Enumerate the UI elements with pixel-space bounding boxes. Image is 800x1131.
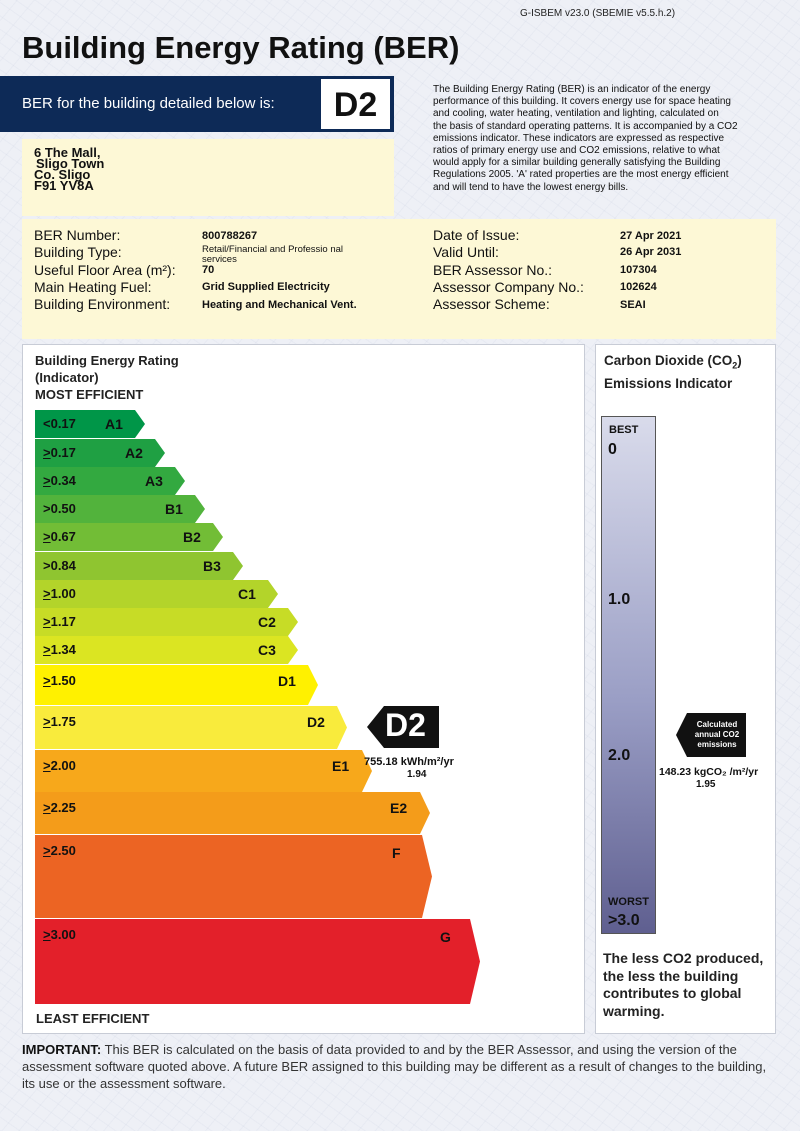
ber-band-threshold: >0.84 [43, 558, 76, 573]
ber-rating-box: D2 [320, 78, 391, 130]
ber-band-threshold: <0.17 [43, 416, 76, 431]
ber-band-threshold: >1.17 [43, 614, 76, 629]
co2-tick: 2.0 [608, 747, 631, 764]
description-line: ratios of primary energy use and CO2 emissions, relative to what [433, 145, 720, 157]
co2-title-text: Carbon Dioxide (CO [604, 353, 733, 368]
detail-value-floor-area: 70 [202, 264, 215, 276]
ber-band-threshold: >1.34 [43, 642, 76, 657]
co2-tick: >3.0 [608, 912, 640, 929]
ber-scale-title [35, 352, 179, 403]
ber-band-arrow [35, 835, 432, 918]
detail-label-company-no: Assessor Company No.: [433, 279, 584, 295]
detail-value-scheme: SEAI [620, 299, 646, 311]
ber-band-shape [35, 706, 347, 749]
ber-band-e1 [35, 750, 372, 792]
ber-band-threshold: >2.00 [43, 758, 76, 773]
co2-title-paren: ) [737, 353, 742, 368]
ber-band-threshold: >2.25 [43, 800, 76, 815]
co2-worst-label: WORST [608, 896, 649, 908]
ber-band-threshold: >1.75 [43, 714, 76, 729]
ber-band-label: F [392, 845, 401, 861]
ber-band-arrow [35, 750, 372, 792]
ber-band-threshold: >0.17 [43, 445, 76, 460]
ber-band-label: A2 [125, 445, 143, 461]
detail-value-valid-until: 26 Apr 2031 [620, 246, 682, 258]
detail-value-date-issue: 27 Apr 2021 [620, 230, 682, 242]
detail-value-assessor-no: 107304 [620, 264, 657, 276]
important-lead: IMPORTANT: [22, 1042, 102, 1057]
ber-band-threshold: >1.00 [43, 586, 76, 601]
ber-band-threshold: >0.34 [43, 473, 76, 488]
ber-band-a1 [35, 410, 145, 438]
address-line: Co. Sligo [34, 167, 91, 182]
co2-note-line: The less CO2 produced, [603, 950, 764, 966]
ber-band-threshold: >2.50 [43, 843, 76, 858]
ber-band-e2 [35, 792, 430, 834]
co2-title-sub: 2 [732, 360, 738, 371]
co2-tick: 0 [608, 441, 617, 458]
co2-callout-text [688, 720, 746, 750]
co2-title [604, 352, 742, 392]
description-line: Regulations 2005. 'A' rated properties are the most energy efficient [433, 169, 729, 181]
detail-label-heating-fuel: Main Heating Fuel: [34, 279, 152, 295]
co2-title-line2: Emissions Indicator [604, 375, 733, 391]
description-line: the basis of standard operating patterns. It is accompanied by a CO2 [433, 120, 738, 132]
co2-note-line: warming. [603, 1002, 665, 1019]
ber-band-c3 [35, 636, 298, 664]
co2-tick: 1.0 [608, 591, 631, 608]
ber-band-label: E1 [332, 758, 350, 774]
detail-label-environment: Building Environment: [34, 296, 171, 312]
description-line: and cooling, water heating, ventilation and lighting, calculated on [433, 108, 719, 120]
detail-label-ber-number: BER Number: [34, 227, 121, 243]
ber-scale-title-line: Building Energy Rating [35, 353, 179, 368]
co2-note [603, 950, 763, 1020]
co2-scale-bar [601, 416, 656, 934]
building-address [22, 139, 394, 216]
ber-band-b2 [35, 523, 223, 551]
ber-band-label: B1 [165, 501, 183, 517]
ber-band-arrow [35, 792, 430, 834]
description-line: would apply for a similar building generally satisfying the Building [433, 157, 721, 169]
ber-band-label: B3 [203, 558, 221, 574]
ber-indicator-value: 755.18 kWh/m²/yr [364, 756, 454, 768]
ber-band-arrow [35, 919, 480, 1004]
ber-band-c1 [35, 580, 278, 608]
detail-value-environment: Heating and Mechanical Vent. [202, 299, 357, 311]
important-text: This BER is calculated on the basis of data provided to and by the BER Assessor, and using the version of the assessment software quoted above. A future BER assigned to this building may be different as a result of changes to the building, its use or the assessment software. [22, 1042, 767, 1091]
ber-band-threshold: >3.00 [43, 927, 76, 942]
ber-scale-title-line: (Indicator) [35, 370, 99, 385]
ber-band-d2 [35, 706, 347, 749]
ber-band-shape [35, 750, 372, 792]
ber-band-d1 [35, 665, 318, 705]
description-line: The Building Energy Rating (BER) is an indicator of the energy [433, 84, 711, 95]
co2-callout-line: Calculated [696, 720, 738, 729]
co2-note-line: the less the building [603, 967, 739, 984]
detail-label-date-issue: Date of Issue: [433, 227, 520, 243]
ber-indicator-ratio: 1.94 [407, 769, 427, 780]
ber-band-threshold: >0.50 [43, 501, 76, 516]
address-line: Sligo Town [36, 156, 105, 171]
ber-band-label: G [440, 929, 451, 945]
ber-band-label: C1 [238, 586, 256, 602]
building-details [22, 219, 776, 339]
detail-label-building-type: Building Type: [34, 244, 122, 260]
ber-band-label: C3 [258, 642, 276, 658]
ber-band-c2 [35, 608, 298, 636]
ber-band-threshold: >1.50 [43, 673, 76, 688]
ber-band-a2 [35, 439, 165, 467]
co2-callout-line: annual CO2 [694, 730, 740, 739]
ber-band-shape [35, 919, 480, 1004]
detail-value-company-no: 102624 [620, 281, 657, 293]
description-line: emissions indicator. These indicators are expressed as respective [433, 132, 725, 144]
detail-value-building-type: Retail/Financial and Professio nal services [202, 244, 343, 265]
software-version: G-ISBEM v23.0 (SBEMIE v5.5.h.2) [520, 8, 676, 19]
most-efficient-label: MOST EFFICIENT [35, 387, 144, 402]
detail-label-scheme: Assessor Scheme: [433, 296, 550, 312]
least-efficient-label: LEAST EFFICIENT [36, 1011, 150, 1026]
ber-band-threshold: >0.67 [43, 529, 76, 544]
co2-value: 148.23 kgCO₂ /m²/yr [659, 766, 759, 778]
important-notice [22, 1041, 782, 1092]
address-line: 6 The Mall, [34, 145, 101, 160]
detail-label-assessor-no: BER Assessor No.: [433, 262, 553, 278]
detail-value-heating-fuel: Grid Supplied Electricity [202, 281, 330, 293]
ber-band-b1 [35, 495, 205, 523]
ber-band-label: D2 [307, 714, 325, 730]
co2-ratio: 1.95 [696, 779, 716, 790]
ber-description [433, 84, 778, 194]
ber-band-arrow [35, 665, 318, 705]
description-line: performance of this building. It covers energy use for space heating [433, 96, 731, 108]
detail-value-ber-number: 800788267 [202, 230, 258, 242]
ber-band-shape [35, 792, 430, 834]
ber-band-g [35, 919, 480, 1004]
ber-band-label: D1 [278, 673, 296, 689]
ber-band-f [35, 835, 432, 918]
co2-callout-line: emissions [697, 740, 737, 749]
page-title: Building Energy Rating (BER) [22, 30, 460, 65]
ber-indicator-rating: D2 [385, 707, 426, 743]
ber-band-label: A3 [145, 473, 163, 489]
ber-band-shape [35, 665, 318, 705]
description-line: and will tend to have the lowest energy bills. [433, 181, 629, 193]
ber-band-label: B2 [183, 529, 201, 545]
co2-best-label: BEST [609, 424, 639, 436]
ber-band-b3 [35, 552, 243, 580]
ber-band-label: C2 [258, 614, 276, 630]
address-line: F91 YV8A [34, 178, 94, 193]
ber-band-a3 [35, 467, 185, 495]
co2-note-line: contributes to global [603, 985, 742, 1001]
detail-label-floor-area: Useful Floor Area (m²): [34, 262, 176, 278]
ber-banner-label: BER for the building detailed below is: [22, 95, 275, 112]
ber-band-label: A1 [105, 416, 123, 432]
ber-band-arrow [35, 706, 347, 749]
ber-band-label: E2 [390, 800, 408, 816]
detail-label-valid-until: Valid Until: [433, 244, 499, 260]
ber-band-shape [35, 835, 432, 918]
